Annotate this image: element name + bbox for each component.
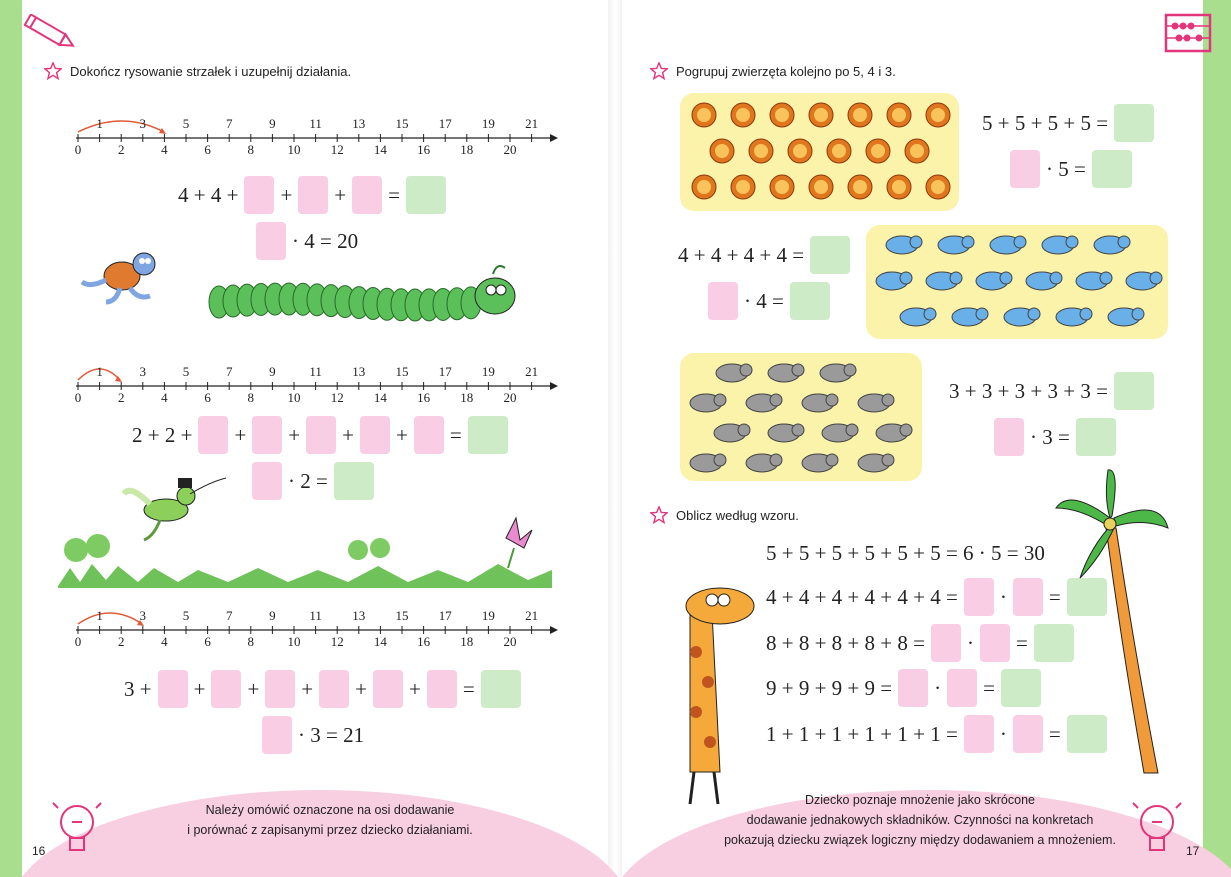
lion-icon (770, 103, 794, 127)
answer-box[interactable] (373, 670, 403, 708)
result-box[interactable] (810, 236, 850, 274)
numberline-label-odd: 15 (395, 116, 409, 131)
hippo-icon (822, 424, 858, 442)
answer-box[interactable] (964, 578, 994, 616)
numberline-label-odd: 19 (481, 608, 495, 623)
lion-icon (770, 175, 794, 199)
palm-tree-illustration (1050, 468, 1170, 778)
numberline-label-even: 2 (117, 634, 125, 649)
answer-box[interactable] (931, 624, 961, 662)
answer-box[interactable] (964, 715, 994, 753)
elephants-sum-equation: 4 + 4 + 4 + 4 = (678, 236, 850, 274)
numberline-label-even: 8 (247, 390, 255, 405)
numberline-label-odd: 17 (438, 608, 452, 623)
numberline-label-odd: 9 (269, 364, 276, 379)
numberline-label-even: 20 (503, 634, 517, 649)
left-instruction: Dokończ rysowanie strzałek i uzupełnij działania. (44, 62, 351, 80)
numberline-label-odd: 7 (225, 364, 233, 379)
answer-box[interactable] (211, 670, 241, 708)
hippo-icon (802, 454, 838, 472)
page-number-right: 17 (1186, 844, 1200, 858)
numberline-label-odd: 17 (438, 116, 452, 131)
numberline-label-even: 4 (161, 634, 168, 649)
numberline-label-odd: 5 (182, 608, 190, 623)
lion-icon (848, 175, 872, 199)
numberline-label-odd: 11 (309, 364, 322, 379)
equation-2-mult: · 2 = (252, 462, 374, 500)
numberline-label-even: 2 (117, 142, 125, 157)
answer-box[interactable] (427, 670, 457, 708)
answer-box[interactable] (898, 669, 928, 707)
lion-icon (731, 175, 755, 199)
running-bug-illustration (76, 244, 168, 306)
numberline-label-even: 6 (204, 634, 211, 649)
answer-box[interactable] (1010, 150, 1040, 188)
elephants-mult-equation: · 4 = (708, 282, 830, 320)
numberline-label-odd: 1 (96, 116, 103, 131)
numberline-label-odd: 15 (395, 364, 409, 379)
numberline-label-even: 16 (417, 634, 431, 649)
hippo-icon (746, 394, 782, 412)
numberline-label-even: 12 (330, 142, 344, 157)
numberline-label-even: 14 (373, 634, 387, 649)
numberline-label-even: 18 (460, 142, 474, 157)
giraffe-illustration (650, 572, 760, 812)
answer-box[interactable] (244, 176, 274, 214)
formula-row-1: 1 + 1 + 1 + 1 + 1 + 1 = · = (766, 715, 1107, 753)
answer-box[interactable] (252, 416, 282, 454)
hippo-icon (768, 364, 804, 382)
answer-box[interactable] (306, 416, 336, 454)
numberline-label-even: 20 (503, 390, 517, 405)
numberline-label-odd: 13 (352, 116, 366, 131)
answer-box[interactable] (198, 416, 228, 454)
elephants-panel (866, 225, 1168, 339)
lion-icon (887, 103, 911, 127)
abacus-icon (1163, 12, 1215, 54)
elephant-icon (976, 272, 1012, 290)
numberline-label-even: 10 (287, 390, 301, 405)
hippos-panel (680, 353, 922, 481)
numberline-label-odd: 1 (96, 364, 103, 379)
numberline-label-odd: 19 (481, 364, 495, 379)
numberline-label-even: 6 (204, 142, 211, 157)
formula-example: 5 + 5 + 5 + 5 + 5 + 5 = 6 · 5 = 30 (766, 540, 1045, 565)
numberline-label-odd: 5 (182, 364, 190, 379)
elephant-icon (952, 308, 988, 326)
numberline-label-odd: 9 (269, 608, 276, 623)
numberline-label-odd: 21 (525, 364, 539, 379)
numberline-label-even: 4 (161, 142, 168, 157)
lion-icon (788, 139, 812, 163)
lion-icon (827, 139, 851, 163)
hippo-icon (690, 394, 726, 412)
page-gutter (608, 0, 622, 877)
lightbulb-icon (52, 800, 102, 862)
lions-sum-equation: 5 + 5 + 5 + 5 = (982, 104, 1154, 142)
answer-box[interactable] (352, 176, 382, 214)
numberline-label-even: 14 (373, 142, 387, 157)
lion-icon (905, 139, 929, 163)
grass-illustration (58, 508, 552, 588)
result-box[interactable] (1114, 372, 1154, 410)
answer-box[interactable] (360, 416, 390, 454)
numberline-label-even: 20 (503, 142, 517, 157)
lion-icon (887, 175, 911, 199)
equation-1-mult: · 4 = 20 (256, 222, 358, 260)
elephant-icon (1056, 308, 1092, 326)
lion-icon (731, 103, 755, 127)
elephant-icon (876, 272, 912, 290)
numberline-label-odd: 9 (269, 116, 276, 131)
result-box[interactable] (334, 462, 374, 500)
lion-icon (926, 103, 950, 127)
elephant-icon (926, 272, 962, 290)
answer-box[interactable] (256, 222, 286, 260)
answer-box[interactable] (994, 418, 1024, 456)
numberline-label-even: 10 (287, 634, 301, 649)
numberline-label-even: 8 (247, 142, 255, 157)
pencil-icon (18, 14, 80, 52)
numberline-label-even: 16 (417, 142, 431, 157)
numberline-label-odd: 5 (182, 116, 190, 131)
hippos-mult-equation: · 3 = (994, 418, 1116, 456)
equation-3-mult: · 3 = 21 (262, 716, 364, 754)
elephant-icon (1126, 272, 1162, 290)
lion-icon (692, 103, 716, 127)
star-icon (44, 62, 62, 80)
answer-box[interactable] (1013, 715, 1043, 753)
numberline-label-odd: 17 (438, 364, 452, 379)
numberline-label-odd: 13 (352, 364, 366, 379)
number-line-3 (72, 604, 560, 656)
result-box[interactable] (406, 176, 446, 214)
hippos-sum-equation: 3 + 3 + 3 + 3 + 3 = (949, 372, 1154, 410)
answer-box[interactable] (947, 669, 977, 707)
left-teacher-note: Należy omówić oznaczone na osi dodawanie i porównać z zapisanymi przez dziecko działaniami. (187, 803, 473, 837)
numberline-label-odd: 7 (225, 608, 233, 623)
answer-box[interactable] (158, 670, 188, 708)
lion-icon (710, 139, 734, 163)
result-box[interactable] (1001, 669, 1041, 707)
answer-box[interactable] (262, 716, 292, 754)
numberline-label-odd: 3 (139, 116, 147, 131)
result-box[interactable] (481, 670, 521, 708)
lion-icon (848, 103, 872, 127)
hippo-icon (876, 424, 912, 442)
numberline-label-even: 2 (117, 390, 125, 405)
result-box[interactable] (468, 416, 508, 454)
lion-icon (866, 139, 890, 163)
hippo-icon (690, 454, 726, 472)
right-instruction-2: Oblicz według wzoru. (650, 506, 799, 524)
numberline-label-odd: 3 (139, 364, 147, 379)
hippo-icon (802, 394, 838, 412)
elephant-icon (886, 236, 922, 254)
elephant-icon (990, 236, 1026, 254)
elephant-icon (900, 308, 936, 326)
numberline-label-odd: 21 (525, 608, 539, 623)
hippo-icon (768, 424, 804, 442)
elephant-icon (1026, 272, 1062, 290)
numberline-label-even: 12 (330, 634, 344, 649)
lions-panel (680, 93, 959, 211)
numberline-label-even: 0 (74, 634, 82, 649)
lion-icon (692, 175, 716, 199)
numberline-label-odd: 11 (309, 608, 322, 623)
answer-box[interactable] (980, 624, 1010, 662)
hippo-icon (716, 364, 752, 382)
elephant-icon (938, 236, 974, 254)
hippo-icon (858, 454, 894, 472)
formula-row-9: 9 + 9 + 9 + 9 = · = (766, 669, 1041, 707)
lions-mult-equation: · 5 = (1010, 150, 1132, 188)
elephant-icon (1076, 272, 1112, 290)
hippo-icon (746, 454, 782, 472)
left-margin-band (0, 0, 22, 877)
numberline-label-odd: 19 (481, 116, 495, 131)
formula-row-4: 4 + 4 + 4 + 4 + 4 + 4 = · = (766, 578, 1107, 616)
lion-icon (809, 175, 833, 199)
answer-box[interactable] (252, 462, 282, 500)
answer-box[interactable] (319, 670, 349, 708)
right-teacher-note: Dziecko poznaje mnożenie jako skrócone dodawanie jednakowych składników. Czynności na konkretach pokazują dziecku związek logiczny między dodawaniem a mnożeniem. (724, 793, 1116, 847)
numberline-label-odd: 1 (96, 608, 103, 623)
result-box[interactable] (1076, 418, 1116, 456)
numberline-label-odd: 21 (525, 116, 539, 131)
numberline-label-odd: 7 (225, 116, 233, 131)
formula-row-8: 8 + 8 + 8 + 8 + 8 = · = (766, 624, 1074, 662)
numberline-label-even: 18 (460, 634, 474, 649)
number-line-2 (72, 360, 560, 412)
numberline-label-even: 10 (287, 142, 301, 157)
numberline-label-even: 6 (204, 390, 211, 405)
answer-box[interactable] (708, 282, 738, 320)
elephant-icon (1042, 236, 1078, 254)
numberline-label-even: 0 (74, 142, 82, 157)
hippo-icon (714, 424, 750, 442)
elephant-icon (1004, 308, 1040, 326)
right-margin-band (1203, 0, 1231, 877)
lion-icon (926, 175, 950, 199)
elephant-icon (1094, 236, 1130, 254)
page-number-left: 16 (32, 844, 46, 858)
result-box[interactable] (1114, 104, 1154, 142)
number-line-1 (72, 112, 560, 164)
equation-3: 3 + + + + + + = (124, 670, 521, 708)
equation-2: 2 + 2 + + + + + = (132, 416, 508, 454)
right-instruction-1: Pogrupuj zwierzęta kolejno po 5, 4 i 3. (650, 62, 896, 80)
lion-icon (809, 103, 833, 127)
numberline-label-even: 14 (373, 390, 387, 405)
result-box[interactable] (1092, 150, 1132, 188)
elephant-icon (1108, 308, 1144, 326)
answer-box[interactable] (265, 670, 295, 708)
numberline-label-even: 12 (330, 390, 344, 405)
caterpillar-illustration (205, 262, 520, 332)
answer-box[interactable] (1013, 578, 1043, 616)
numberline-label-odd: 13 (352, 608, 366, 623)
star-icon (650, 506, 668, 524)
numberline-label-even: 8 (247, 634, 255, 649)
numberline-label-even: 18 (460, 390, 474, 405)
numberline-label-even: 16 (417, 390, 431, 405)
hippo-icon (820, 364, 856, 382)
star-icon (650, 62, 668, 80)
answer-box[interactable] (414, 416, 444, 454)
numberline-label-odd: 3 (139, 608, 147, 623)
lion-icon (749, 139, 773, 163)
hippo-icon (858, 394, 894, 412)
numberline-label-even: 0 (74, 390, 82, 405)
result-box[interactable] (790, 282, 830, 320)
numberline-label-odd: 11 (309, 116, 322, 131)
equation-1: 4 + 4 + + + = (178, 176, 446, 214)
numberline-label-odd: 15 (395, 608, 409, 623)
numberline-label-even: 4 (161, 390, 168, 405)
answer-box[interactable] (298, 176, 328, 214)
